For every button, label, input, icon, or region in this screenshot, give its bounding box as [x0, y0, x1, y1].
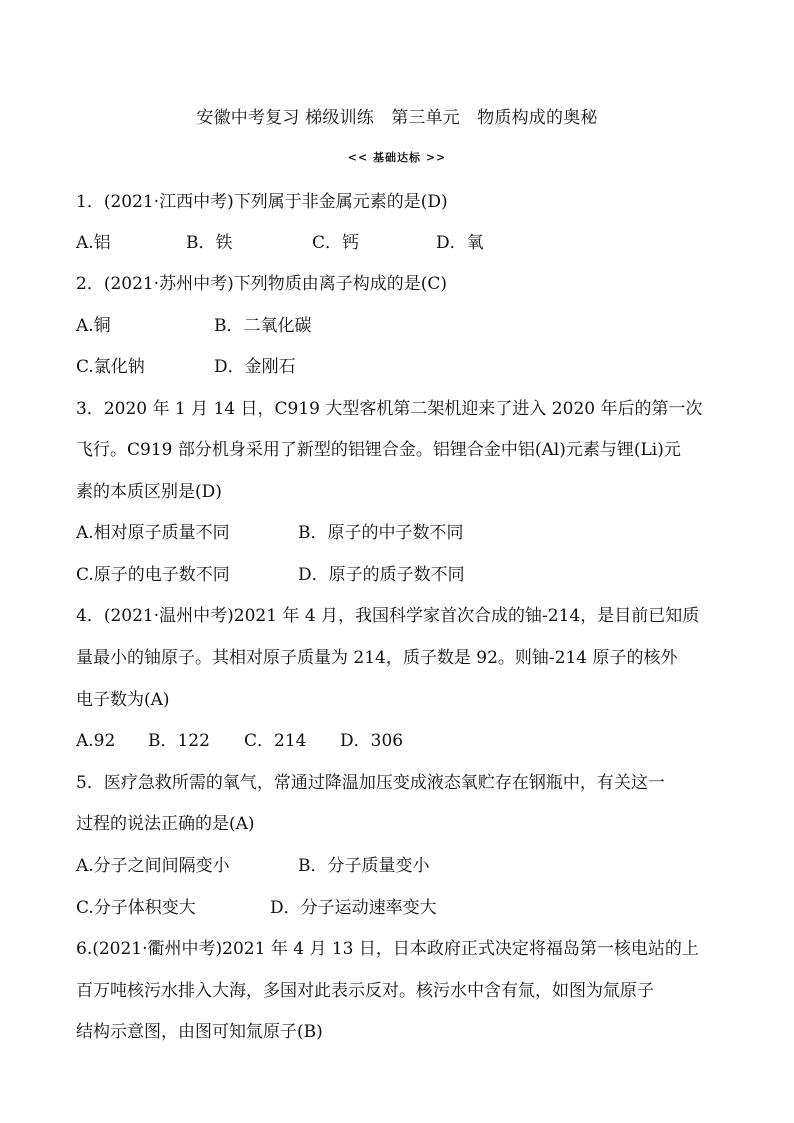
question-4-stem-line3: 电子数为(A)	[76, 690, 170, 710]
section-label: << 基础达标 >>	[347, 151, 447, 164]
option-a: A.铝	[76, 233, 111, 253]
option-b: B．二氧化碳	[214, 316, 312, 336]
question-3-stem-line2: 飞行。C919 部分机身采用了新型的铝锂合金。铝锂合金中铝(Al)元素与锂(Li)元	[76, 440, 681, 460]
option-b: B．铁	[186, 233, 233, 253]
option-d: D．分子运动速率变大	[270, 898, 437, 918]
question-5-stem-line2: 过程的说法正确的是(A)	[76, 814, 255, 834]
question-3-stem-line1: 3．2020 年 1 月 14 日，C919 大型客机第二架机迎来了进入 2020 年后的第一次	[76, 399, 703, 419]
question-2-stem: 2．(2021·苏州中考)下列物质由离子构成的是(C)	[76, 274, 448, 294]
question-2-options-row1	[76, 313, 716, 339]
option-c: C.分子体积变大	[76, 898, 196, 918]
option-c: C.原子的电子数不同	[76, 565, 230, 585]
question-4-options	[76, 728, 716, 754]
question-3-options-row2	[76, 562, 716, 588]
option-d: D．氧	[436, 233, 484, 253]
question-4-stem-line1: 4．(2021·温州中考)2021 年 4 月，我国科学家首次合成的铀-214，是目前已知质	[76, 606, 700, 626]
question-1-options	[76, 230, 716, 256]
option-c: C．214	[244, 731, 307, 751]
option-d: D．原子的质子数不同	[298, 565, 465, 585]
option-d: D．金刚石	[214, 357, 296, 377]
question-4-stem-line2: 量最小的铀原子。其相对原子质量为 214，质子数是 92。则铀-214 原子的核外	[76, 648, 678, 668]
option-b: B．分子质量变小	[298, 856, 430, 876]
question-2-options-row2	[76, 354, 716, 380]
question-5-options-row2	[76, 895, 716, 921]
question-3-stem-line3: 素的本质区别是(D)	[76, 482, 222, 502]
question-3-options-row1	[76, 520, 716, 546]
question-5-options-row1	[76, 853, 716, 879]
question-5-stem-line1: 5．医疗急救所需的氧气，常通过降温加压变成液态氧贮存在钢瓶中，有关这一	[76, 773, 665, 793]
question-6-stem-line1: 6.(2021·衢州中考)2021 年 4 月 13 日，日本政府正式决定将福岛第一核电站的上	[76, 939, 699, 959]
option-a: A.92	[76, 731, 116, 751]
option-c: C．钙	[312, 233, 360, 253]
option-b: B．原子的中子数不同	[298, 523, 464, 543]
question-6-stem-line3: 结构示意图，由图可知氚原子(B)	[76, 1022, 323, 1042]
option-c: C.氯化钠	[76, 357, 145, 377]
page-title: 安徽中考复习 梯级训练 第三单元 物质构成的奥秘	[196, 108, 598, 128]
question-1-stem: 1．(2021·江西中考)下列属于非金属元素的是(D)	[76, 192, 448, 212]
option-a: A.相对原子质量不同	[76, 523, 230, 543]
option-b: B．122	[148, 731, 210, 751]
question-6-stem-line2: 百万吨核污水排入大海，多国对此表示反对。核污水中含有氚，如图为氚原子	[76, 981, 654, 1001]
option-d: D．306	[340, 731, 404, 751]
option-a: A.分子之间间隔变小	[76, 856, 230, 876]
option-a: A.铜	[76, 316, 111, 336]
